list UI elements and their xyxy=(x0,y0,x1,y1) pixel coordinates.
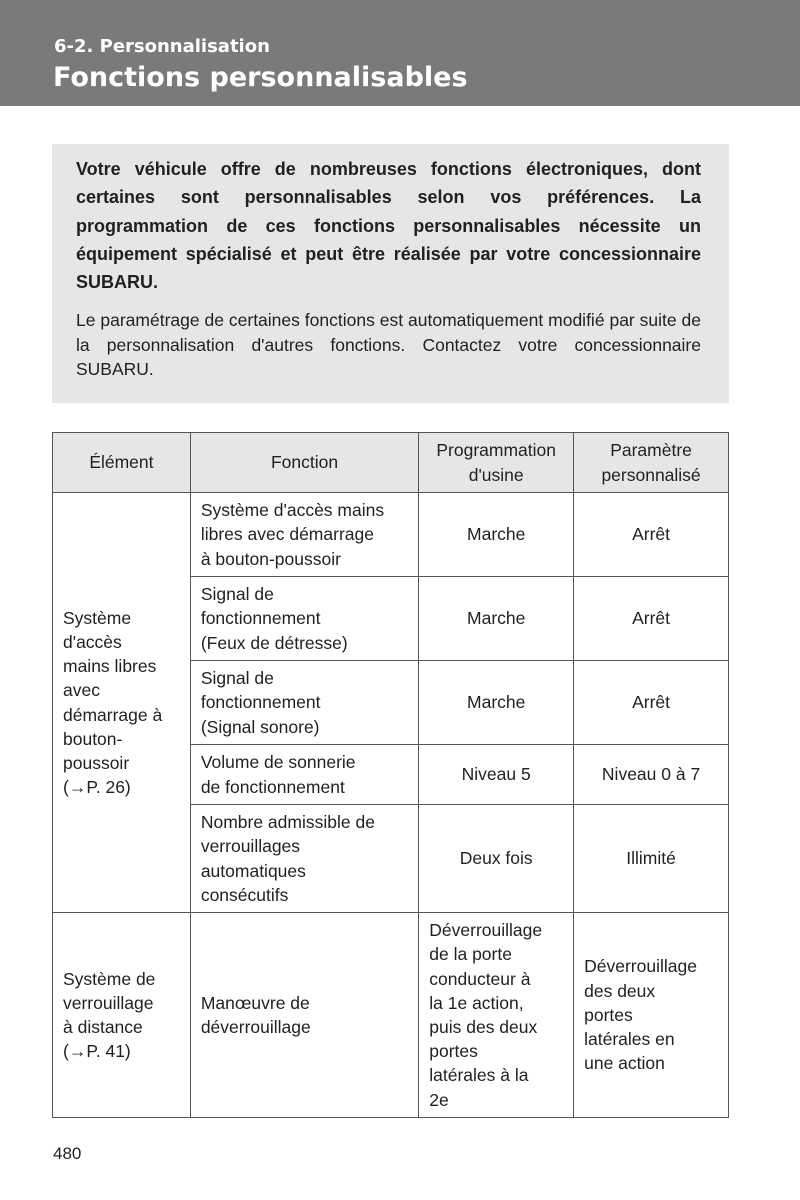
custom-cell: Arrêt xyxy=(574,577,729,661)
header-custom: Paramètre personnalisé xyxy=(574,433,729,493)
element-cell: Système d'accès mains libres avec démarrage à bouton- poussoir (→P. 26) xyxy=(53,493,191,913)
factory-cell: Déverrouillage de la porte conducteur à la 1e action, puis des deux portes latérales à la 2e xyxy=(419,913,574,1118)
custom-cell: Arrêt xyxy=(574,661,729,745)
function-cell: Système d'accès mains libres avec démarrage à bouton-poussoir xyxy=(190,493,418,577)
table-row xyxy=(53,493,729,577)
header-element: Élément xyxy=(53,433,191,493)
header-factory: Programmation d'usine xyxy=(419,433,574,493)
intro-bold-paragraph: Votre véhicule offre de nombreuses fonctions électroniques, dont certaines sont personnalisables selon vos préférences. La programmation de ces fonctions personnalisables nécessite un équipement spécialisé et peut être réalisée par votre concessionnaire SUBARU. xyxy=(76,159,701,293)
table-row xyxy=(53,913,729,1118)
chapter-header xyxy=(0,0,800,106)
element-cell: Système de verrouillage à distance (→P. 41) xyxy=(53,913,191,1118)
function-cell: Signal de fonctionnement (Feux de détresse) xyxy=(190,577,418,661)
customization-table xyxy=(52,432,729,1118)
custom-cell: Arrêt xyxy=(574,493,729,577)
factory-cell: Niveau 5 xyxy=(419,745,574,805)
header-function: Fonction xyxy=(190,433,418,493)
page-number: 480 xyxy=(53,1144,82,1163)
intro-note-paragraph: Le paramétrage de certaines fonctions est automatiquement modifié par suite de la personnalisation d'autres fonctions. Contactez votre concessionnaire SUBARU. xyxy=(76,310,701,380)
function-cell: Manœuvre de déverrouillage xyxy=(190,913,418,1118)
function-cell: Signal de fonctionnement (Signal sonore) xyxy=(190,661,418,745)
table-header-row xyxy=(53,433,729,493)
custom-cell: Déverrouillage des deux portes latérales en une action xyxy=(574,913,729,1118)
page-title: Fonctions personnalisables xyxy=(53,62,468,93)
intro-box xyxy=(52,144,729,403)
factory-cell: Marche xyxy=(419,493,574,577)
section-label: 6-2. Personnalisation xyxy=(54,36,270,57)
function-cell: Volume de sonnerie de fonctionnement xyxy=(190,745,418,805)
function-cell: Nombre admissible de verrouillages automatiques consécutifs xyxy=(190,805,418,913)
custom-cell: Niveau 0 à 7 xyxy=(574,745,729,805)
factory-cell: Deux fois xyxy=(419,805,574,913)
factory-cell: Marche xyxy=(419,661,574,745)
factory-cell: Marche xyxy=(419,577,574,661)
custom-cell: Illimité xyxy=(574,805,729,913)
